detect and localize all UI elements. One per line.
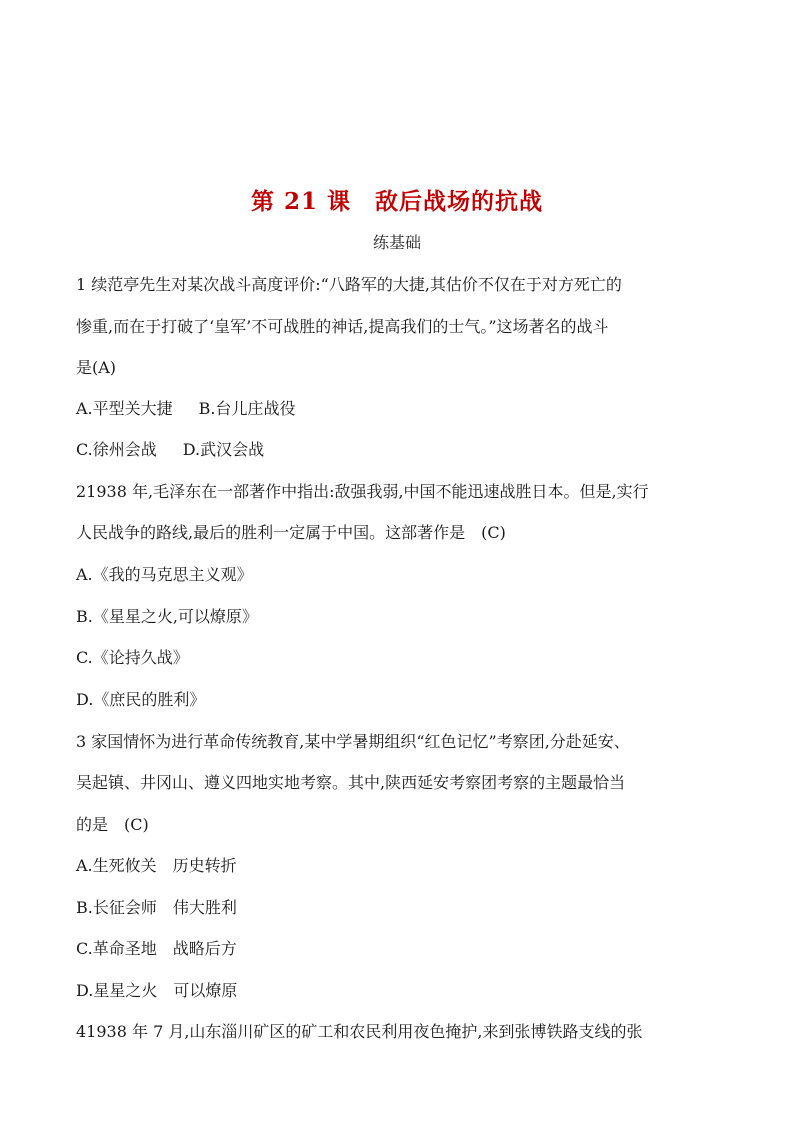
q2-option-b: B.《星星之火,可以燎原》 [76,607,258,626]
q1-text-line-3: 是(A) [76,358,117,377]
q2-text-line-2: 人民战争的路线,最后的胜利一定属于中国。这部著作是 (C) [76,523,506,542]
q1-options-row-2 [76,439,726,461]
q1-option-d: D.武汉会战 [182,440,265,459]
q3-text-line-3: 的是 (C) [76,815,149,834]
q2-option-d: D.《庶民的胜利》 [76,690,206,709]
q1-option-c: C.徐州会战 [76,440,157,459]
q2-option-c: C.《论持久战》 [76,648,189,667]
q2-option-a: A.《我的马克思主义观》 [76,565,253,584]
q1-text-line-1: 1 续范亭先生对某次战斗高度评价:“八路军的大捷,其估价不仅在于对方死亡的 [76,275,622,294]
page-title: 第 21 课 敌后战场的抗战 [250,188,544,215]
q1-text-line-2: 惨重,而在于打破了‘皇军’不可战胜的神话,提高我们的士气。”这场著名的战斗 [76,317,609,336]
q3-option-a: A.生死攸关 历史转折 [76,856,237,875]
q3-option-b: B.长征会师 伟大胜利 [76,898,237,917]
q1-option-b: B.台儿庄战役 [198,399,296,418]
section-subtitle: 练基础 [372,233,421,252]
q3-option-d: D.星星之火 可以燎原 [76,981,238,1000]
q2-text-line-1: 21938 年,毛泽东在一部著作中指出:敌强我弱,中国不能迅速战胜日本。但是,实行 [76,482,649,501]
q4-text-line-1: 41938 年 7 月,山东淄川矿区的矿工和农民利用夜色掩护,来到张博铁路支线的张 [76,1022,643,1041]
q3-option-c: C.革命圣地 战略后方 [76,939,237,958]
q3-text-line-1: 3 家国情怀为进行革命传统教育,某中学暑期组织“红色记忆”考察团,分赴延安、 [76,732,630,751]
q1-option-a: A.平型关大捷 [76,399,173,418]
q3-text-line-2: 吴起镇、井冈山、遵义四地实地考察。其中,陕西延安考察团考察的主题最恰当 [76,773,626,792]
q1-options-row-1 [76,398,726,420]
